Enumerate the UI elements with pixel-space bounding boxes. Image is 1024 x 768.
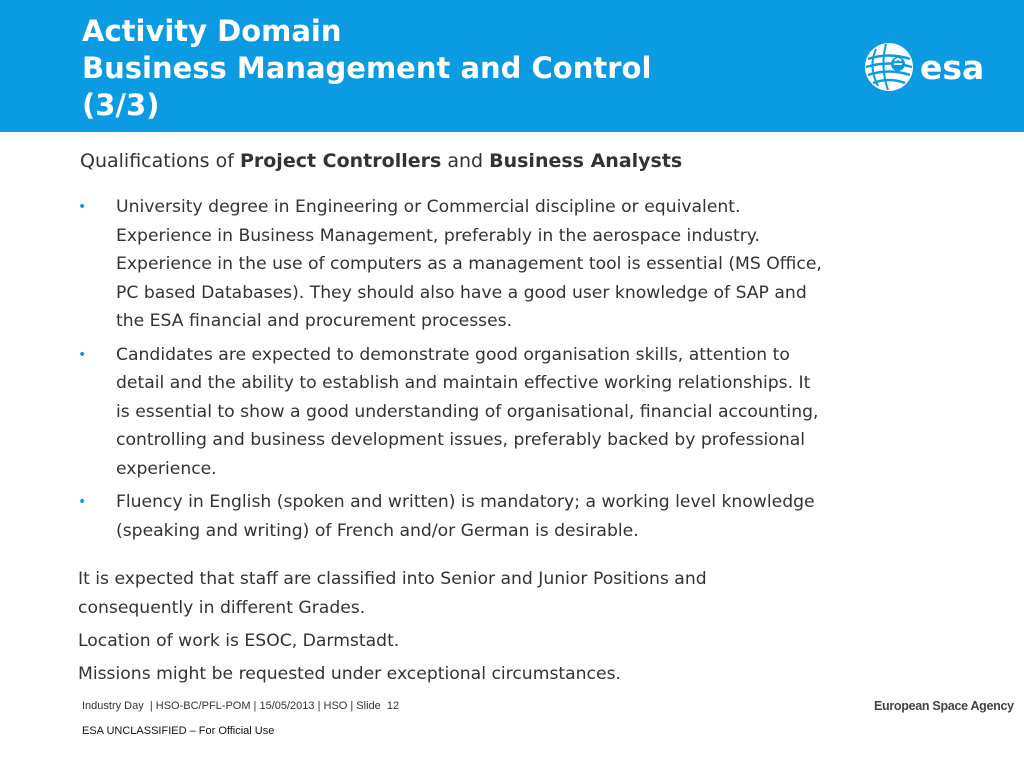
qualifications-list bbox=[78, 193, 958, 550]
text-line: controlling and business development issues, preferably backed by professional bbox=[116, 430, 806, 450]
heading-role-business-analysts: Business Analysts bbox=[489, 150, 683, 172]
bullet-icon: • bbox=[78, 494, 87, 510]
text-line: PC based Databases). They should also have a good user knowledge of SAP and bbox=[116, 282, 807, 303]
list-item bbox=[78, 193, 958, 336]
paragraph-missions bbox=[78, 660, 621, 689]
header-banner bbox=[0, 0, 1024, 132]
text-line: Location of work is ESOC, Darmstadt. bbox=[78, 631, 400, 651]
text-line: detail and the ability to establish and maintain effective working relationships. It bbox=[116, 373, 811, 393]
bullet-icon: • bbox=[78, 346, 87, 363]
text-line: is essential to show a good understanding of organisational, financial accounting, bbox=[116, 401, 819, 422]
text-line: Missions might be requested under exceptional circumstances. bbox=[78, 664, 621, 684]
title-line: (3/3) bbox=[82, 88, 160, 122]
esa-logo bbox=[862, 40, 1002, 94]
list-item bbox=[78, 341, 958, 484]
esa-logo-text: esa bbox=[920, 48, 985, 87]
esa-globe-icon bbox=[865, 43, 913, 91]
classification-label: ESA UNCLASSIFIED – For Official Use bbox=[82, 725, 275, 737]
footer-agency-name: European Space Agency bbox=[874, 699, 1014, 713]
title-line: Activity Domain bbox=[82, 14, 342, 48]
slide-title bbox=[82, 13, 651, 124]
heading-prefix: Qualifications of bbox=[80, 150, 240, 172]
bullet-icon: • bbox=[78, 199, 87, 215]
heading-joiner: and bbox=[441, 150, 490, 172]
paragraph-staff-classification bbox=[78, 565, 707, 622]
text-line: consequently in different Grades. bbox=[78, 597, 366, 618]
text-line: Experience in Business Management, preferably in the aerospace industry. bbox=[116, 225, 760, 246]
text-line: Experience in the use of computers as a management tool is essential (MS Office, bbox=[116, 254, 822, 274]
text-line: Fluency in English (spoken and written) is mandatory; a working level knowledge bbox=[116, 492, 815, 512]
paragraph-location bbox=[78, 627, 399, 656]
text-line: the ESA financial and procurement processes. bbox=[116, 311, 513, 331]
list-item bbox=[78, 488, 958, 545]
title-line: Business Management and Control bbox=[82, 51, 652, 85]
footer-meta: Industry Day | HSO-BC/PFL-POM | 15/05/2013 | HSO | Slide 12 bbox=[82, 700, 400, 712]
text-line: It is expected that staff are classified into Senior and Junior Positions and bbox=[78, 569, 707, 589]
heading-role-project-controllers: Project Controllers bbox=[239, 150, 442, 172]
text-line: Candidates are expected to demonstrate good organisation skills, attention to bbox=[116, 344, 790, 365]
text-line: experience. bbox=[116, 458, 217, 479]
section-heading bbox=[80, 147, 682, 175]
text-line: University degree in Engineering or Commercial discipline or equivalent. bbox=[116, 197, 741, 217]
text-line: (speaking and writing) of French and/or German is desirable. bbox=[116, 520, 639, 541]
